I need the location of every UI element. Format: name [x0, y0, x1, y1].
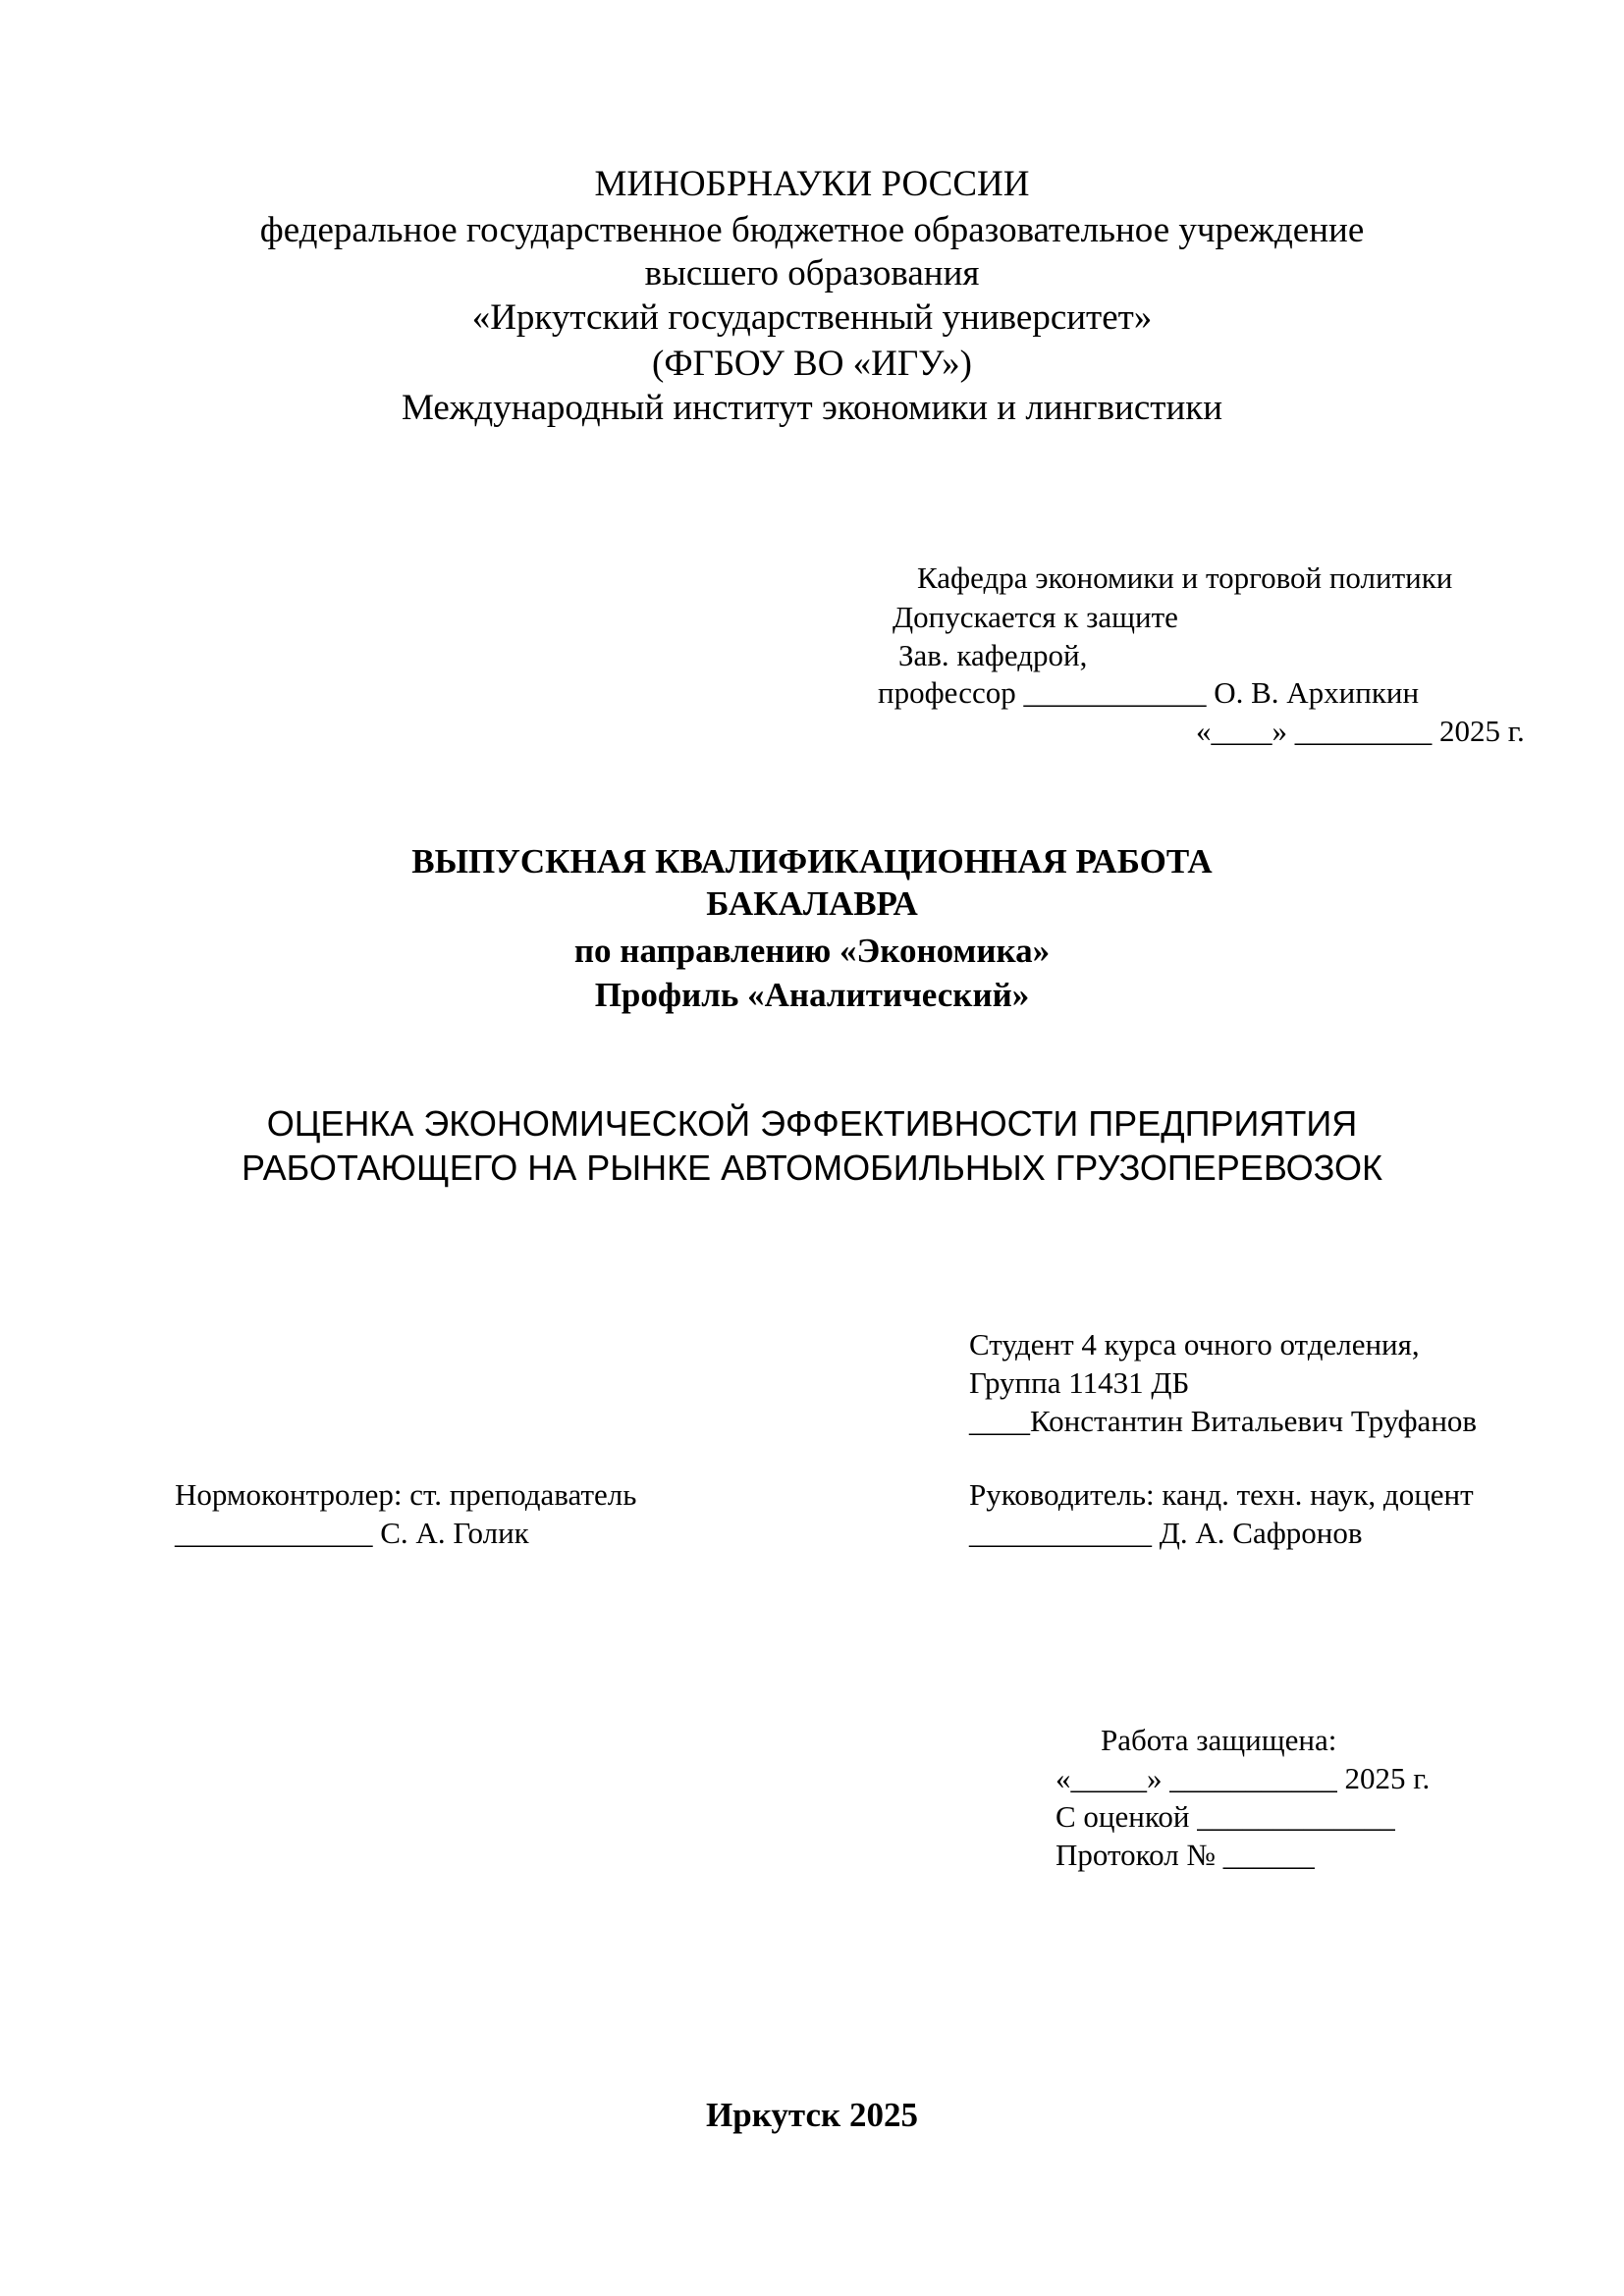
work-type-line1: ВЫПУСКНАЯ КВАЛИФИКАЦИОННАЯ РАБОТА [411, 842, 1213, 881]
ministry-name: МИНОБРНАУКИ РОССИИ [594, 164, 1030, 204]
work-type-line2: БАКАЛАВРА [706, 884, 918, 923]
university-abbreviation: (ФГБОУ ВО «ИГУ») [652, 344, 972, 384]
university-name: «Иркутский государственный университет» [471, 297, 1153, 338]
student-course: Студент 4 курса очного отделения, [969, 1327, 1420, 1362]
institution-type: федеральное государственное бюджетное образовательное учреждение [259, 210, 1365, 250]
normcontrol-title: Нормоконтролер: ст. преподаватель [175, 1477, 637, 1512]
student-group: Группа 11431 ДБ [969, 1365, 1190, 1400]
defense-grade-line: С оценкой _____________ [1056, 1799, 1395, 1834]
supervisor-signature-line: ____________ Д. А. Сафронов [969, 1516, 1363, 1550]
student-name-line: ____Константин Витальевич Труфанов [969, 1404, 1478, 1438]
work-direction: по направлению «Экономика» [573, 932, 1051, 970]
department-name: Кафедра экономики и торговой политики [917, 561, 1453, 595]
institute-name: Международный институт экономики и лингвистики [401, 388, 1223, 428]
professor-signature-line: профессор ____________ О. В. Архипкин [878, 675, 1420, 710]
work-profile: Профиль «Аналитический» [594, 976, 1030, 1014]
defense-date-line: «_____» ___________ 2025 г. [1056, 1761, 1431, 1795]
head-of-department: Зав. кафедрой, [898, 638, 1088, 672]
education-level: высшего образования [644, 253, 980, 294]
topic-line1: ОЦЕНКА ЭКОНОМИЧЕСКОЙ ЭФФЕКТИВНОСТИ ПРЕДПРИЯТИЯ [266, 1103, 1358, 1144]
normcontrol-signature-line: _____________ С. А. Голик [175, 1516, 529, 1550]
defense-title: Работа защищена: [1101, 1723, 1337, 1757]
topic-line2: РАБОТАЮЩЕГО НА РЫНКЕ АВТОМОБИЛЬНЫХ ГРУЗОПЕРЕВОЗОК [242, 1148, 1382, 1188]
supervisor-title: Руководитель: канд. техн. наук, доцент [969, 1477, 1474, 1512]
defense-protocol-line: Протокол № ______ [1056, 1838, 1315, 1872]
admitted-to-defense: Допускается к защите [893, 600, 1178, 634]
city-year: Иркутск 2025 [706, 2096, 918, 2134]
approval-date-line: «____» _________ 2025 г. [1196, 714, 1525, 748]
